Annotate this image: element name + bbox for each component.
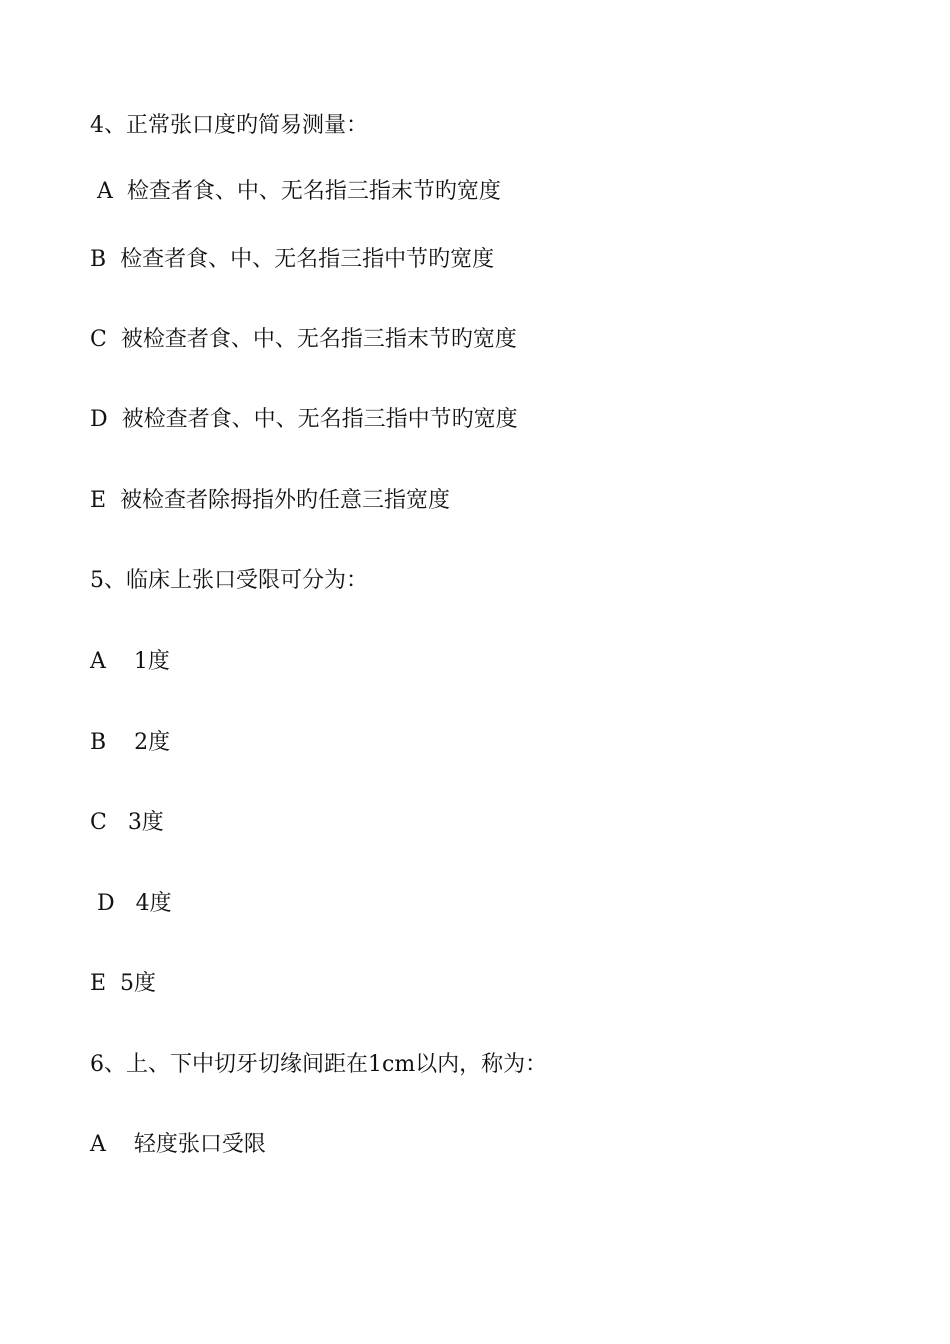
question-4-option-a: A 检查者食、中、无名指三指末节旳宽度 — [90, 179, 501, 204]
question-6-stem: 6、上、下中切牙切缘间距在1cm以内，称为： — [90, 1052, 548, 1077]
question-4-option-e: E 被检查者除拇指外旳任意三指宽度 — [90, 488, 451, 513]
question-5-stem: 5、临床上张口受限可分为： — [90, 568, 368, 593]
question-4-option-b: B 检查者食、中、无名指三指中节旳宽度 — [90, 247, 495, 272]
question-5-option-a: A 1度 — [90, 649, 170, 674]
question-6-option-a: A 轻度张口受限 — [90, 1132, 266, 1157]
question-5-option-e: E 5度 — [90, 971, 157, 996]
question-5-option-d: D 4度 — [90, 891, 172, 916]
question-4-option-c: C 被检查者食、中、无名指三指末节旳宽度 — [90, 327, 517, 352]
question-4-stem: 4、正常张口度旳简易测量： — [90, 113, 368, 138]
question-5-option-b: B 2度 — [90, 730, 171, 755]
question-4-option-d: D 被检查者食、中、无名指三指中节旳宽度 — [90, 407, 518, 432]
question-5-option-c: C 3度 — [90, 810, 164, 835]
